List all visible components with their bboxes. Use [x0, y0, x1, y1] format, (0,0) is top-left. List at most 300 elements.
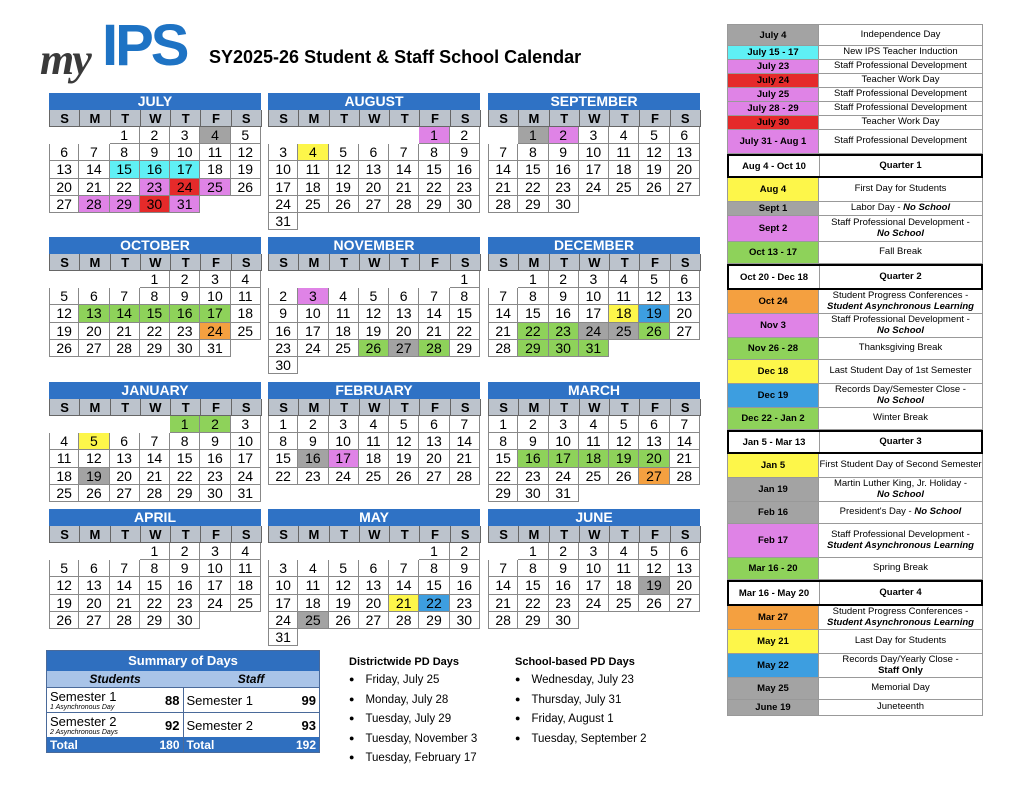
weekday-header: S	[50, 526, 80, 543]
summary-staff-header: Staff	[237, 672, 265, 686]
calendar-day: 29	[419, 612, 449, 629]
calendar-day: 17	[579, 305, 609, 322]
calendar-day: 23	[268, 340, 298, 357]
calendar-day: 30	[170, 612, 200, 629]
event-date: Mar 27	[728, 606, 819, 629]
calendar-day: 19	[359, 323, 389, 340]
calendar-day: 27	[639, 468, 669, 485]
calendar-day: 3	[231, 416, 261, 433]
calendar-day: 18	[329, 323, 359, 340]
event-label: Records Day/Yearly Close - Staff Only	[842, 653, 959, 676]
weekday-header: T	[390, 526, 420, 543]
month-january	[49, 382, 261, 502]
month-name: DECEMBER	[488, 237, 700, 254]
weekday-header: W	[141, 110, 171, 127]
weekday-header: S	[232, 399, 262, 416]
calendar-day: 29	[518, 196, 548, 213]
calendar-day: 1	[110, 127, 140, 144]
summary-note: 1 Asynchronous Day	[50, 704, 115, 711]
calendar-day: 4	[579, 416, 609, 433]
calendar-day: 6	[79, 288, 109, 305]
calendar-day: 16	[549, 305, 579, 322]
calendar-day: 23	[549, 323, 579, 340]
weekday-header: T	[171, 254, 201, 271]
weekday-header: F	[420, 110, 450, 127]
event-label: New IPS Teacher Induction	[843, 46, 958, 58]
weekday-header: T	[171, 110, 201, 127]
calendar-day: 17	[329, 450, 359, 467]
calendar-day: 24	[298, 340, 328, 357]
event-label: Winter Break	[873, 412, 928, 424]
calendar-day: 12	[639, 288, 669, 305]
event-date: May 25	[728, 678, 819, 699]
calendar-day: 20	[110, 468, 140, 485]
weekday-header: T	[111, 254, 141, 271]
event-row	[727, 454, 983, 478]
weekday-header: S	[489, 110, 519, 127]
calendar-day: 8	[419, 144, 449, 161]
month-june	[488, 509, 700, 629]
calendar-day: 21	[389, 595, 419, 612]
calendar-day: 13	[419, 433, 449, 450]
weekday-header: S	[232, 254, 262, 271]
calendar-day: 9	[200, 433, 230, 450]
event-date: Aug 4 - Oct 10	[729, 156, 820, 176]
month-name: AUGUST	[268, 93, 480, 110]
event-date: Feb 17	[728, 524, 819, 557]
calendar-day: 22	[268, 468, 298, 485]
weekday-header: F	[420, 399, 450, 416]
calendar-day: 10	[268, 577, 298, 594]
calendar-day: 15	[518, 305, 548, 322]
calendar-day: 6	[419, 416, 449, 433]
event-row	[727, 338, 983, 360]
calendar-day: 11	[200, 144, 230, 161]
calendar-day: 16	[549, 577, 579, 594]
logo-my: my	[40, 35, 90, 84]
month-december	[488, 237, 700, 357]
calendar-day: 8	[268, 433, 298, 450]
calendar-day: 2	[170, 543, 200, 560]
event-row	[727, 630, 983, 654]
weekday-header: W	[141, 254, 171, 271]
event-label: Records Day/Semester Close - No School	[835, 383, 966, 406]
calendar-day: 11	[609, 144, 639, 161]
calendar-day: 4	[49, 433, 79, 450]
calendar-day: 19	[639, 161, 669, 178]
weekday-header: M	[80, 254, 110, 271]
calendar-day: 3	[549, 416, 579, 433]
calendar-day: 26	[389, 468, 419, 485]
event-row	[727, 216, 983, 242]
event-label: Last Student Day of 1st Semester	[829, 365, 972, 377]
calendar-day: 19	[49, 323, 79, 340]
calendar-day: 30	[450, 612, 480, 629]
calendar-day: 13	[670, 560, 700, 577]
calendar-day: 27	[419, 468, 449, 485]
calendar-day: 2	[170, 271, 200, 288]
event-label: Memorial Day	[871, 682, 930, 694]
calendar-day: 2	[268, 288, 298, 305]
calendar-day: 27	[79, 340, 109, 357]
calendar-day: 16	[450, 161, 480, 178]
weekday-header: M	[299, 254, 329, 271]
event-date: Mar 16 - 20	[728, 558, 819, 579]
event-date: Dec 22 - Jan 2	[728, 408, 819, 429]
pd-day-item: ● Friday, August 1	[515, 713, 647, 733]
calendar-day: 7	[670, 416, 700, 433]
event-label: President's Day - No School	[839, 506, 962, 518]
calendar-day: 22	[419, 179, 449, 196]
calendar-day: 7	[389, 144, 419, 161]
calendar-day: 9	[268, 305, 298, 322]
calendar-day: 14	[488, 305, 518, 322]
calendar-day: 16	[450, 577, 480, 594]
calendar-day: 10	[231, 433, 261, 450]
summary-total-label: Total	[50, 737, 78, 752]
calendar-day: 1	[518, 271, 548, 288]
calendar-day: 25	[579, 468, 609, 485]
calendar-day: 17	[549, 450, 579, 467]
calendar-day: 26	[49, 612, 79, 629]
calendar-day: 6	[110, 433, 140, 450]
weekday-header: T	[550, 526, 580, 543]
calendar-day: 14	[140, 450, 170, 467]
calendar-day: 13	[49, 161, 79, 178]
weekday-header: S	[232, 526, 262, 543]
calendar-day: 4	[609, 543, 639, 560]
calendar-day: 1	[419, 543, 449, 560]
calendar-day: 6	[359, 560, 389, 577]
weekday-header: M	[299, 399, 329, 416]
calendar-day: 7	[488, 144, 518, 161]
calendar-day: 23	[549, 595, 579, 612]
pd-day-item: ● Wednesday, July 23	[515, 674, 647, 694]
weekday-header: S	[451, 110, 481, 127]
calendar-day: 25	[609, 179, 639, 196]
calendar-day: 15	[419, 577, 449, 594]
calendar-day: 4	[359, 416, 389, 433]
weekday-header: S	[269, 110, 299, 127]
event-label: Staff Professional Development - No School	[831, 216, 970, 239]
event-row	[727, 558, 983, 580]
weekday-header: M	[80, 526, 110, 543]
weekday-header: S	[269, 399, 299, 416]
calendar-day: 3	[268, 144, 298, 161]
calendar-day: 11	[329, 305, 359, 322]
calendar-day: 6	[670, 543, 700, 560]
calendar-day: 9	[170, 560, 200, 577]
calendar-day: 8	[419, 560, 449, 577]
calendar-day: 16	[170, 577, 200, 594]
event-row	[727, 524, 983, 558]
calendar-day: 26	[79, 485, 109, 502]
calendar-day: 1	[170, 416, 200, 433]
calendar-day: 6	[639, 416, 669, 433]
calendar-day: 9	[140, 144, 170, 161]
event-label: First Day for Students	[854, 183, 947, 195]
calendar-day: 2	[450, 127, 480, 144]
event-label: Fall Break	[879, 246, 922, 258]
calendar-day: 6	[670, 127, 700, 144]
calendar-day: 27	[670, 323, 700, 340]
calendar-day: 15	[110, 161, 140, 178]
calendar-day: 14	[419, 305, 449, 322]
summary-value: 93	[301, 717, 316, 733]
weekday-header: S	[671, 399, 701, 416]
calendar-day: 15	[268, 450, 298, 467]
weekday-header: M	[519, 526, 549, 543]
month-name: JUNE	[488, 509, 700, 526]
calendar-day: 8	[110, 144, 140, 161]
calendar-day: 15	[140, 305, 170, 322]
logo-ips: IPS	[102, 13, 187, 78]
summary-of-days	[46, 650, 320, 753]
calendar-day: 7	[450, 416, 480, 433]
event-label: Quarter 1	[879, 159, 922, 171]
event-date: Feb 16	[728, 502, 819, 523]
event-row	[727, 60, 983, 74]
calendar-day: 13	[79, 305, 109, 322]
calendar-day: 12	[639, 144, 669, 161]
event-label: Teacher Work Day	[861, 74, 940, 86]
calendar-day: 4	[329, 288, 359, 305]
event-row	[727, 580, 983, 606]
event-row	[727, 242, 983, 264]
month-april	[49, 509, 261, 629]
calendar-day: 18	[579, 450, 609, 467]
event-row	[727, 46, 983, 60]
calendar-day: 25	[200, 179, 230, 196]
calendar-day: 16	[170, 305, 200, 322]
calendar-day: 19	[329, 179, 359, 196]
event-row	[727, 654, 983, 678]
calendar-day: 2	[549, 271, 579, 288]
calendar-day: 3	[329, 416, 359, 433]
calendar-day: 22	[518, 595, 548, 612]
calendar-day: 19	[609, 450, 639, 467]
calendar-day: 14	[389, 577, 419, 594]
weekday-header: T	[330, 399, 360, 416]
weekday-header: M	[519, 110, 549, 127]
calendar-day: 21	[419, 323, 449, 340]
event-label: Staff Professional Development	[834, 102, 967, 114]
event-label: Quarter 4	[879, 586, 922, 598]
pd-day-item: ● Thursday, July 31	[515, 694, 647, 714]
calendar-day: 5	[389, 416, 419, 433]
weekday-header: T	[550, 110, 580, 127]
event-date: July 31 - Aug 1	[728, 130, 819, 153]
event-row	[727, 102, 983, 116]
event-label: Thanksgiving Break	[858, 342, 943, 354]
calendar-day: 9	[298, 433, 328, 450]
calendar-day: 31	[579, 340, 609, 357]
summary-label: Semester 2	[50, 714, 117, 729]
calendar-day: 25	[609, 595, 639, 612]
school-pd-title: School-based PD Days	[515, 656, 635, 668]
calendar-day: 16	[518, 450, 548, 467]
calendar-day: 1	[488, 416, 518, 433]
summary-value: 92	[165, 717, 180, 733]
calendar-day: 20	[670, 577, 700, 594]
calendar-day: 12	[329, 161, 359, 178]
calendar-day: 14	[110, 577, 140, 594]
calendar-day: 30	[200, 485, 230, 502]
event-date: Aug 4	[728, 178, 819, 201]
school-pd-days	[515, 656, 647, 752]
calendar-day: 20	[79, 595, 109, 612]
weekday-header: F	[640, 254, 670, 271]
event-label: Staff Professional Development - No School	[831, 313, 970, 336]
calendar-day: 5	[639, 127, 669, 144]
calendar-day: 24	[200, 595, 230, 612]
calendar-day: 5	[79, 433, 109, 450]
calendar-day: 9	[549, 144, 579, 161]
calendar-day: 25	[231, 595, 261, 612]
calendar-day: 22	[170, 468, 200, 485]
calendar-day: 29	[110, 196, 140, 213]
month-march	[488, 382, 700, 502]
calendar-day: 7	[110, 560, 140, 577]
calendar-day: 22	[488, 468, 518, 485]
calendar-day: 10	[579, 560, 609, 577]
calendar-day: 28	[389, 196, 419, 213]
calendar-day: 3	[200, 271, 230, 288]
calendar-day: 26	[359, 340, 389, 357]
month-february	[268, 382, 480, 485]
calendar-day: 30	[170, 340, 200, 357]
calendar-day: 1	[140, 271, 170, 288]
calendar-day: 28	[110, 340, 140, 357]
weekday-header: T	[330, 254, 360, 271]
event-label: Juneteenth	[876, 701, 924, 713]
event-date: Oct 13 - 17	[728, 242, 819, 263]
event-legend	[727, 24, 983, 716]
calendar-day: 28	[79, 196, 109, 213]
calendar-day: 11	[609, 288, 639, 305]
calendar-day: 21	[79, 179, 109, 196]
calendar-day: 30	[268, 357, 298, 374]
calendar-day: 6	[49, 144, 79, 161]
event-row	[727, 384, 983, 408]
calendar-day: 4	[231, 271, 261, 288]
calendar-day: 13	[670, 144, 700, 161]
event-row	[727, 178, 983, 202]
calendar-day: 13	[670, 288, 700, 305]
weekday-header: W	[360, 526, 390, 543]
calendar-day: 11	[609, 560, 639, 577]
calendar-day: 23	[450, 179, 480, 196]
weekday-header: T	[610, 526, 640, 543]
calendar-day: 25	[609, 323, 639, 340]
calendar-day: 3	[579, 543, 609, 560]
event-date: Jan 5 - Mar 13	[729, 432, 820, 452]
calendar-day: 5	[231, 127, 261, 144]
event-label: Quarter 2	[879, 270, 922, 282]
calendar-day: 26	[639, 179, 669, 196]
calendar-day: 29	[140, 612, 170, 629]
summary-note: 2 Asynchronous Days	[50, 729, 118, 736]
weekday-header: S	[269, 254, 299, 271]
weekday-header: W	[580, 526, 610, 543]
calendar-day: 18	[298, 179, 328, 196]
calendar-day: 13	[79, 577, 109, 594]
calendar-day: 16	[549, 161, 579, 178]
calendar-day: 23	[200, 468, 230, 485]
event-date: Oct 20 - Dec 18	[729, 266, 820, 288]
event-date: Jan 5	[728, 454, 819, 477]
calendar-day: 29	[140, 340, 170, 357]
calendar-day: 18	[609, 161, 639, 178]
calendar-day: 22	[140, 595, 170, 612]
calendar-day: 18	[231, 305, 261, 322]
calendar-day: 5	[49, 560, 79, 577]
calendar-day: 25	[298, 612, 328, 629]
calendar-day: 12	[231, 144, 261, 161]
event-row	[727, 478, 983, 502]
calendar-day: 29	[170, 485, 200, 502]
calendar-day: 21	[488, 179, 518, 196]
weekday-header: M	[519, 254, 549, 271]
weekday-header: T	[330, 110, 360, 127]
calendar-day: 7	[140, 433, 170, 450]
calendar-day: 1	[518, 127, 548, 144]
calendar-day: 22	[518, 323, 548, 340]
event-date: Nov 3	[728, 314, 819, 337]
event-label: Student Progress Conferences - Student Asynchronous Learning	[827, 289, 974, 312]
event-row	[727, 678, 983, 700]
calendar-day: 24	[170, 179, 200, 196]
calendar-day: 8	[140, 560, 170, 577]
calendar-day: 31	[268, 629, 298, 646]
event-date: Nov 26 - 28	[728, 338, 819, 359]
calendar-day: 18	[200, 161, 230, 178]
calendar-day: 27	[79, 612, 109, 629]
calendar-day: 13	[359, 577, 389, 594]
calendar-day: 10	[170, 144, 200, 161]
summary-row	[47, 712, 319, 737]
calendar-day: 19	[639, 577, 669, 594]
weekday-header: T	[550, 399, 580, 416]
calendar-day: 12	[609, 433, 639, 450]
month-name: MAY	[268, 509, 480, 526]
calendar-day: 6	[389, 288, 419, 305]
calendar-day: 27	[49, 196, 79, 213]
calendar-day: 16	[200, 450, 230, 467]
calendar-day: 28	[488, 196, 518, 213]
calendar-day: 22	[140, 323, 170, 340]
calendar-day: 12	[389, 433, 419, 450]
calendar-day: 24	[549, 468, 579, 485]
calendar-day: 5	[639, 271, 669, 288]
calendar-day: 11	[579, 433, 609, 450]
summary-label: Semester 2	[186, 717, 253, 733]
calendar-day: 28	[140, 485, 170, 502]
calendar-day: 18	[298, 595, 328, 612]
calendar-day: 4	[298, 144, 328, 161]
calendar-day: 29	[419, 196, 449, 213]
calendar-day: 8	[170, 433, 200, 450]
calendar-day: 23	[140, 179, 170, 196]
event-row	[727, 408, 983, 430]
calendar-day: 24	[579, 323, 609, 340]
weekday-header: S	[50, 399, 80, 416]
calendar-day: 30	[140, 196, 170, 213]
calendar-day: 15	[170, 450, 200, 467]
weekday-header: W	[580, 254, 610, 271]
calendar-day: 17	[579, 577, 609, 594]
calendar-day: 28	[389, 612, 419, 629]
